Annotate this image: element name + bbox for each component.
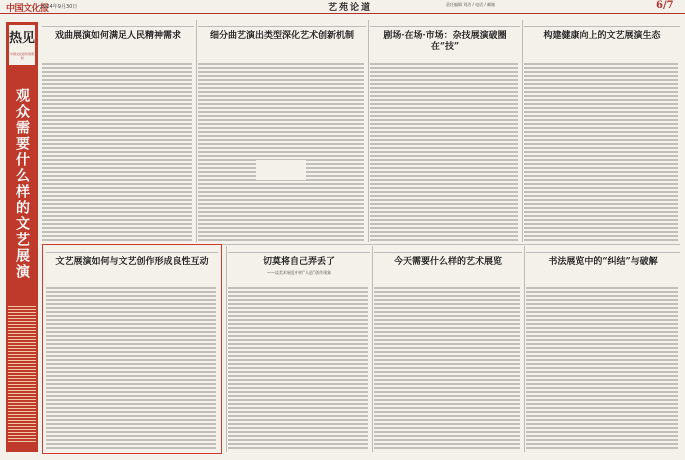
- article-title: 文艺展演如何与文艺创作形成良性互动: [55, 257, 209, 267]
- article-7: [374, 246, 522, 452]
- highlight-box: [42, 244, 222, 454]
- article-title: 书法展览中的“纠结”与破解: [548, 257, 658, 267]
- section-title: 艺苑论道: [328, 3, 373, 13]
- article-body: [228, 286, 368, 450]
- article-4: [524, 20, 680, 242]
- feature-logo-sub: 中国文化报特别策划: [9, 52, 34, 60]
- article-1: [42, 20, 194, 242]
- article-body: [42, 62, 192, 242]
- page-header: [0, 0, 685, 14]
- article-2: [198, 20, 366, 242]
- article-title: 今天需要什么样的艺术展览: [393, 257, 502, 267]
- column-divider: [226, 246, 227, 452]
- article-title: 切莫将自己弄丢了: [262, 257, 335, 267]
- article-3: [370, 20, 520, 242]
- article-body: [524, 62, 678, 242]
- article-body: [198, 62, 364, 242]
- article-6: [228, 246, 370, 452]
- column-divider: [196, 20, 197, 242]
- article-body: [370, 62, 518, 242]
- article-title: 细分曲艺演出类型深化艺术创新机制: [209, 31, 354, 41]
- page-number: 6/7: [656, 0, 674, 11]
- feature-logo-text: 热见: [9, 31, 36, 46]
- article-title: 剧场·在场·市场：杂技展演破圈在“技”: [383, 31, 507, 52]
- article-title: 构建健康向上的文艺展演生态: [543, 31, 661, 41]
- article-subtitle: ——谈美术展览中的“人造”创作现象: [266, 270, 332, 275]
- column-divider: [372, 246, 373, 452]
- article-body: [526, 286, 678, 450]
- feature-title: 观众需要什么样的文艺展演: [14, 88, 30, 280]
- article-8: [526, 246, 680, 452]
- issue-date: 2024年9月30日: [40, 4, 78, 10]
- feature-sidebar: [6, 22, 38, 452]
- column-divider: [368, 20, 369, 242]
- feature-intro-text: [8, 304, 36, 444]
- column-divider: [524, 246, 525, 452]
- masthead: 中国文化报: [6, 4, 49, 14]
- article-body: [374, 286, 520, 450]
- editor-info: 责任编辑 刘洁 / 电话 / 邮箱: [446, 2, 496, 7]
- pull-quote: [256, 160, 306, 180]
- article-title: 戏曲展演如何满足人民精神需求: [54, 31, 181, 41]
- feature-logo: [8, 24, 36, 66]
- column-divider: [522, 20, 523, 242]
